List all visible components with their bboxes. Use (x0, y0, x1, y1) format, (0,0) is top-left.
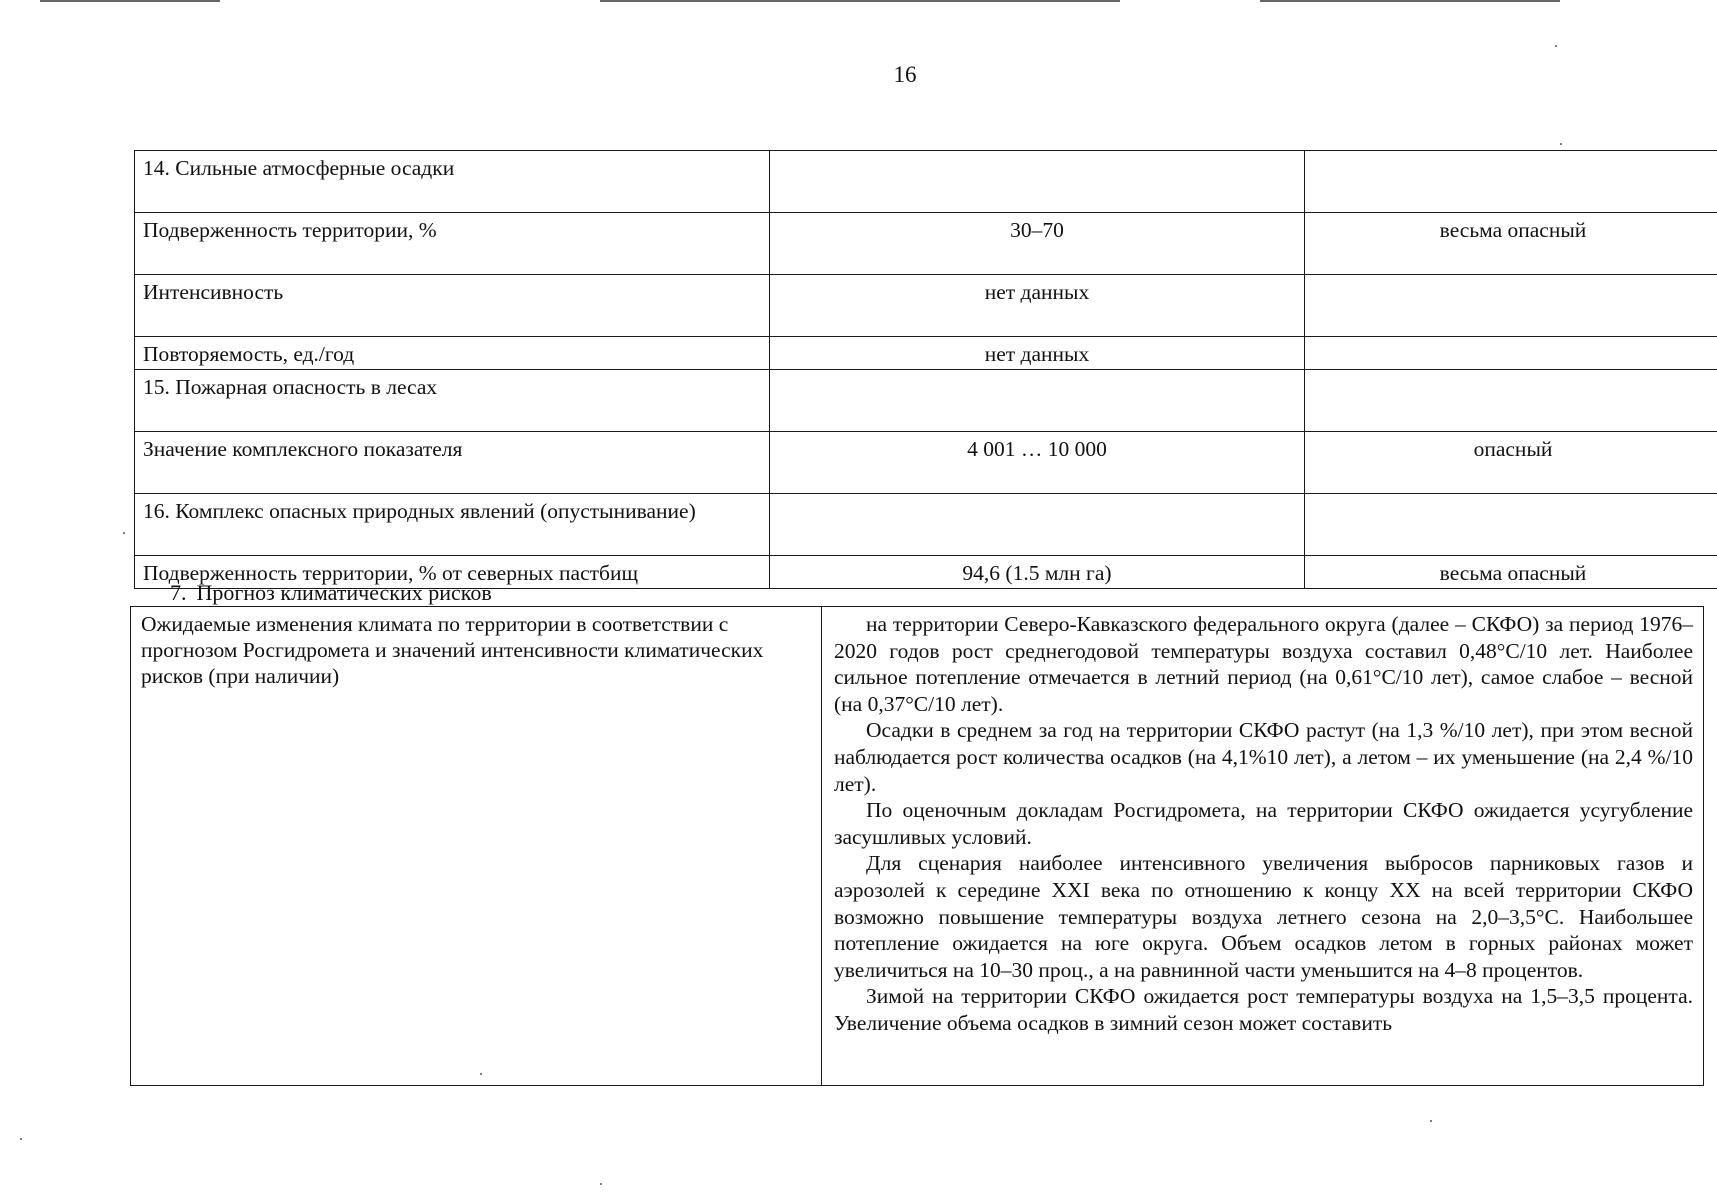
scan-speck (1560, 143, 1562, 145)
hazard-assessment-cell (1305, 337, 1717, 370)
scan-speck (1555, 45, 1557, 47)
section-title-text: Прогноз климатических рисков (196, 580, 492, 605)
scan-speck (123, 532, 125, 534)
hazard-value-cell: 30–70 (770, 213, 1305, 275)
hazard-label-cell: Подверженность территории, % (135, 213, 770, 275)
page-number: 16 (893, 62, 917, 87)
climate-forecast-table (130, 606, 1704, 1086)
hazard-value-cell: 4 001 … 10 000 (770, 432, 1305, 494)
climate-right-cell (822, 607, 1704, 1086)
hazard-row (135, 151, 1717, 213)
hazard-value-cell (770, 370, 1305, 432)
hazard-assessment-cell (1305, 494, 1717, 556)
hazard-assessment-cell (1305, 275, 1717, 337)
hazard-assessment-cell: весьма опасный (1305, 556, 1717, 589)
hazard-value-cell: нет данных (770, 275, 1305, 337)
hazard-table-body (135, 151, 1717, 589)
climate-paragraph: Осадки в среднем за год на территории СКФО растут (на 1,3 %/10 лет), при этом весной наблюдается рост количества осадков (на 4,1%10 лет), а летом – их уменьшение (на 2,4 %/10 лет). (834, 718, 1693, 796)
hazard-assessment-cell (1305, 370, 1717, 432)
hazard-row (135, 213, 1717, 275)
climate-paragraph: на территории Северо-Кавказского федерального округа (далее – СКФО) за период 1976–2020 годов рост среднегодовой температуры воздуха составил 0,48°С/10 лет. Наиболее сильное потепление отмечается в летний период (на 0,61°С/10 лет), самое слабое – весной (на 0,37°С/10 лет). (834, 612, 1693, 716)
hazard-label-cell: 16. Комплекс опасных природных явлений (опустынивание) (135, 494, 770, 556)
hazard-label-cell: Интенсивность (135, 275, 770, 337)
hazard-assessment-cell: опасный (1305, 432, 1717, 494)
hazard-row (135, 432, 1717, 494)
hazard-row (135, 275, 1717, 337)
scan-speck (600, 1183, 602, 1185)
hazard-label-cell: 15. Пожарная опасность в лесах (135, 370, 770, 432)
hazard-assessment-cell: весьма опасный (1305, 213, 1717, 275)
hazard-assessment-cell (1305, 151, 1717, 213)
section-title (170, 580, 492, 606)
hazard-value-cell: 94,6 (1.5 млн га) (770, 556, 1305, 589)
climate-paragraphs (834, 611, 1693, 1037)
scan-edge-mark (600, 0, 1120, 2)
hazard-value-cell (770, 494, 1305, 556)
scan-edge-mark (40, 0, 220, 2)
hazard-row (135, 370, 1717, 432)
scan-speck (480, 1073, 482, 1075)
hazard-label-cell: Подверженность территории, % от северных пастбищ (135, 556, 770, 589)
climate-paragraph: По оценочным докладам Росгидромета, на территории СКФО ожидается усугубление засушливых условий. (834, 798, 1693, 849)
hazard-label-cell: Повторяемость, ед./год (135, 337, 770, 370)
hazard-label-cell: Значение комплексного показателя (135, 432, 770, 494)
hazard-value-cell (770, 151, 1305, 213)
hazard-table (134, 150, 1717, 589)
climate-left-cell (131, 607, 822, 1086)
scan-speck (20, 1138, 22, 1140)
hazard-label-cell: 14. Сильные атмосферные осадки (135, 151, 770, 213)
climate-paragraph: Для сценария наиболее интенсивного увеличения выбросов парниковых газов и аэрозолей к середине XXI века по отношению к концу XX на всей территории СКФО возможно повышение температуры воздуха летнего сезона на 2,0–3,5°С. Наибольшее потепление ожидается на юге округа. Объем осадков летом в горных районах может увеличиться на 10–30 проц., а на равнинной части уменьшится на 4–8 процентов. (834, 851, 1693, 982)
hazard-row (135, 337, 1717, 370)
scan-edge-mark (1260, 0, 1560, 2)
hazard-row (135, 494, 1717, 556)
hazard-value-cell: нет данных (770, 337, 1305, 370)
climate-paragraph: Зимой на территории СКФО ожидается рост температуры воздуха на 1,5–3,5 процента. Увеличение объема осадков в зимний сезон может составить (834, 984, 1693, 1035)
section-number: 7. (170, 580, 187, 605)
climate-left-text: Ожидаемые изменения климата по территории в соответствии с прогнозом Росгидромета и значений интенсивности климатических рисков (при наличии) (141, 612, 764, 688)
climate-row (131, 607, 1704, 1086)
scan-speck (1430, 1120, 1432, 1122)
